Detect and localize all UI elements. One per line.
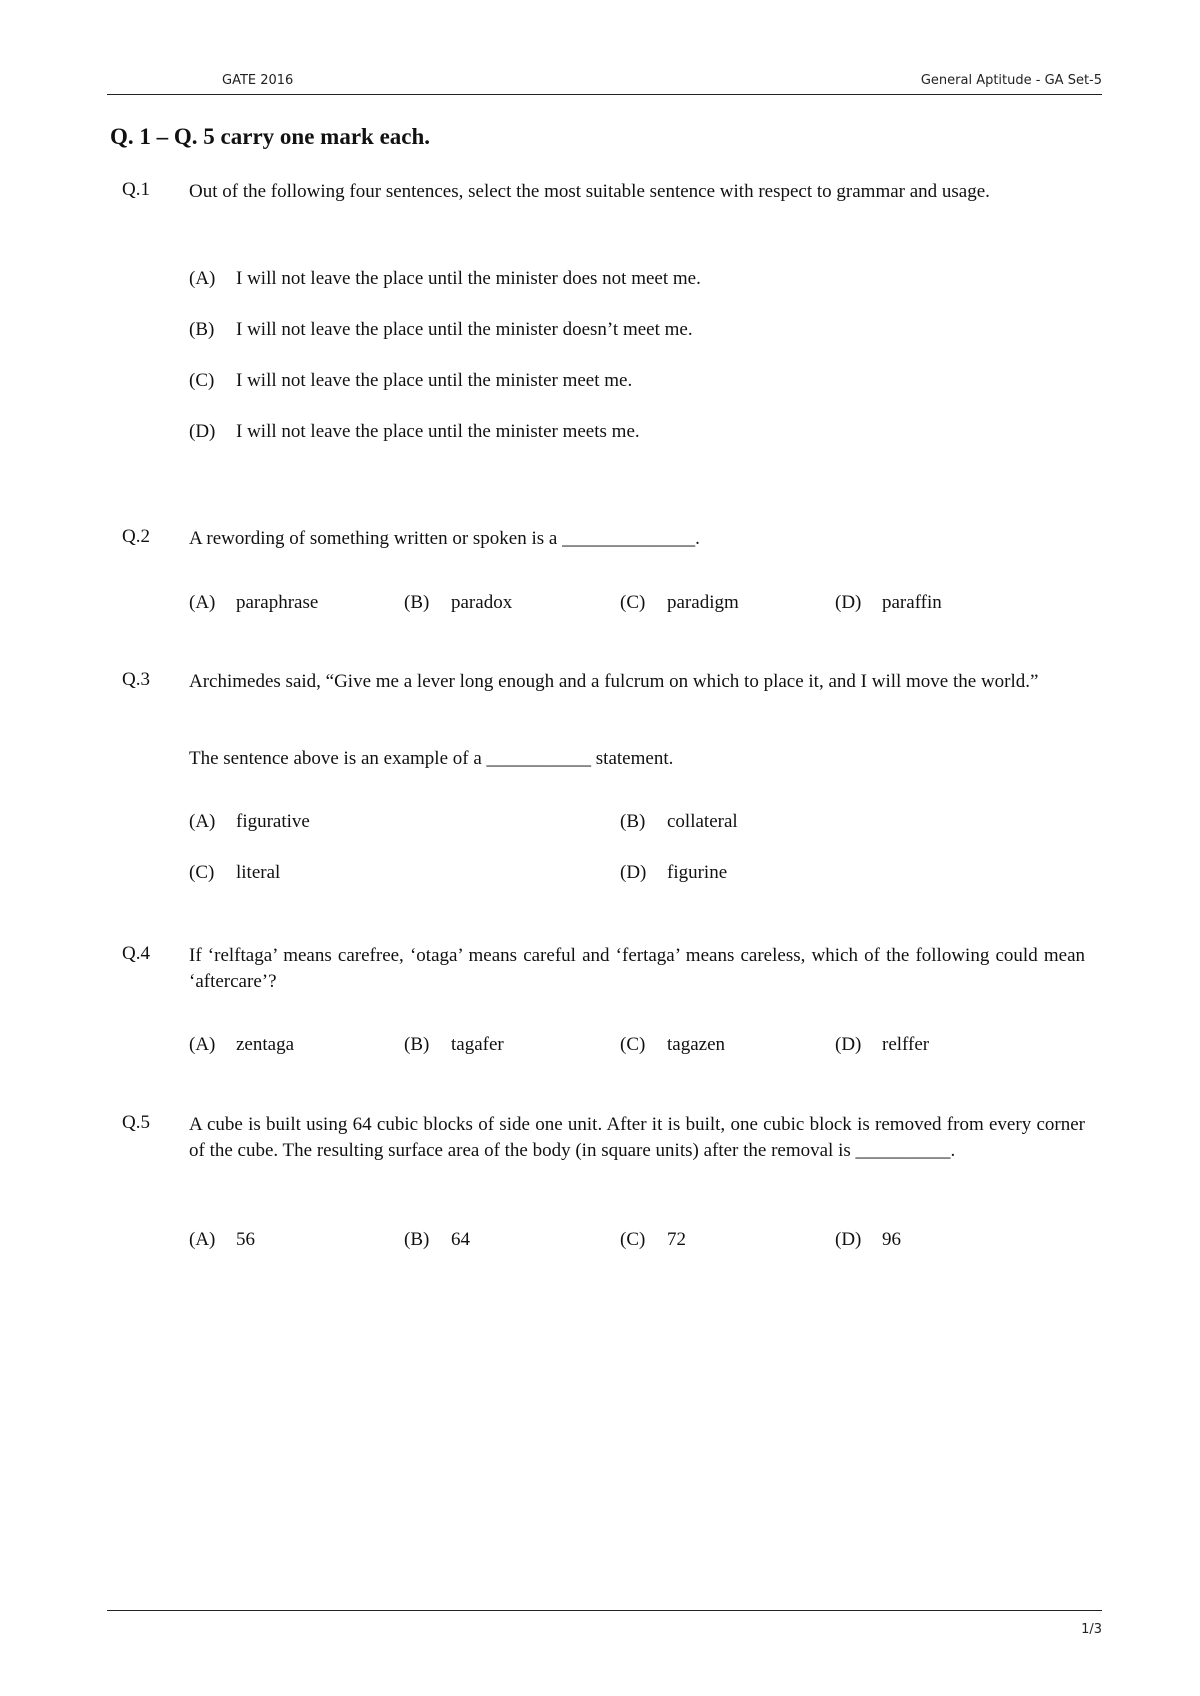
option-letter: (B) [404,592,430,613]
option-letter: (A) [189,811,216,832]
option-a [189,268,701,290]
section-title: Q. 1 – Q. 5 carry one mark each. [110,124,431,149]
option-text: tagazen [667,1034,726,1055]
option-text: I will not leave the place until the minister meets me. [236,421,640,442]
option-d [189,421,640,443]
option-c [620,592,739,614]
option-text: 64 [451,1229,470,1250]
option-text: I will not leave the place until the minister does not meet me. [236,268,701,289]
option-c [620,1034,725,1056]
page-header [107,70,1102,95]
option-text: tagafer [451,1034,504,1055]
header-paper-name: General Aptitude - GA Set-5 [920,73,1102,88]
option-text: zentaga [236,1034,295,1055]
question-text: Out of the following four sentences, select the most suitable sentence with respect to grammar and usage. [189,181,990,202]
footer-divider [107,1610,1102,1611]
option-text: figurative [236,811,310,832]
option-text: 72 [667,1229,686,1250]
question-text: A rewording of something written or spoken is a ______________. [189,528,700,549]
option-text: paraffin [882,592,942,613]
question-text: Archimedes said, “Give me a lever long enough and a fulcrum on which to place it, and I will move the world.” [189,671,1039,692]
option-letter: (B) [404,1229,430,1250]
option-a [189,1229,255,1251]
header-exam-name: GATE 2016 [222,73,294,88]
option-letter: (C) [620,592,646,613]
option-text: I will not leave the place until the minister meet me. [236,370,633,391]
question-number: Q.3 [122,669,150,690]
option-letter: (C) [189,862,215,883]
question-number: Q.1 [122,179,150,200]
option-text: paradigm [667,592,739,613]
option-a [189,592,318,614]
option-letter: (A) [189,268,216,289]
option-letter: (B) [620,811,646,832]
page-number: 1/3 [1081,1622,1102,1637]
question-text-2: The sentence above is an example of a ___________ statement. [189,748,674,769]
option-c [620,1229,686,1251]
option-text: paraphrase [236,592,319,613]
option-letter: (C) [620,1034,646,1055]
option-text: literal [236,862,281,883]
option-a [189,811,310,833]
option-letter: (B) [189,319,215,340]
option-letter: (D) [620,862,647,883]
option-text: figurine [667,862,728,883]
option-c [189,370,632,392]
option-c [189,862,280,884]
option-letter: (C) [620,1229,646,1250]
option-letter: (A) [189,1229,216,1250]
question-text: If ‘relftaga’ means carefree, ‘otaga’ means careful and ‘fertaga’ means careless, which of the following could mean ‘aftercare’? [189,945,1085,992]
option-text: I will not leave the place until the minister doesn’t meet me. [236,319,693,340]
question-text: A cube is built using 64 cubic blocks of side one unit. After it is built, one cubic block is removed from every corner of the cube. The resulting surface area of the body (in square units) after the removal is __________. [189,1114,1085,1161]
option-letter: (D) [189,421,216,442]
question-number: Q.4 [122,943,150,964]
option-d [835,1034,929,1056]
option-letter: (A) [189,1034,216,1055]
option-letter: (C) [189,370,215,391]
question-number: Q.2 [122,526,150,547]
option-b [404,1229,470,1251]
option-b [404,592,512,614]
option-a [189,1034,294,1056]
option-letter: (B) [404,1034,430,1055]
option-d [620,862,727,884]
option-text: paradox [451,592,513,613]
question-number: Q.5 [122,1112,150,1133]
option-b [404,1034,504,1056]
option-text: 56 [236,1229,255,1250]
option-b [189,319,693,341]
option-letter: (D) [835,592,862,613]
option-text: 96 [882,1229,901,1250]
option-letter: (D) [835,1034,862,1055]
option-letter: (A) [189,592,216,613]
option-b [620,811,738,833]
option-letter: (D) [835,1229,862,1250]
option-text: collateral [667,811,738,832]
option-d [835,592,942,614]
option-text: relffer [882,1034,930,1055]
option-d [835,1229,901,1251]
